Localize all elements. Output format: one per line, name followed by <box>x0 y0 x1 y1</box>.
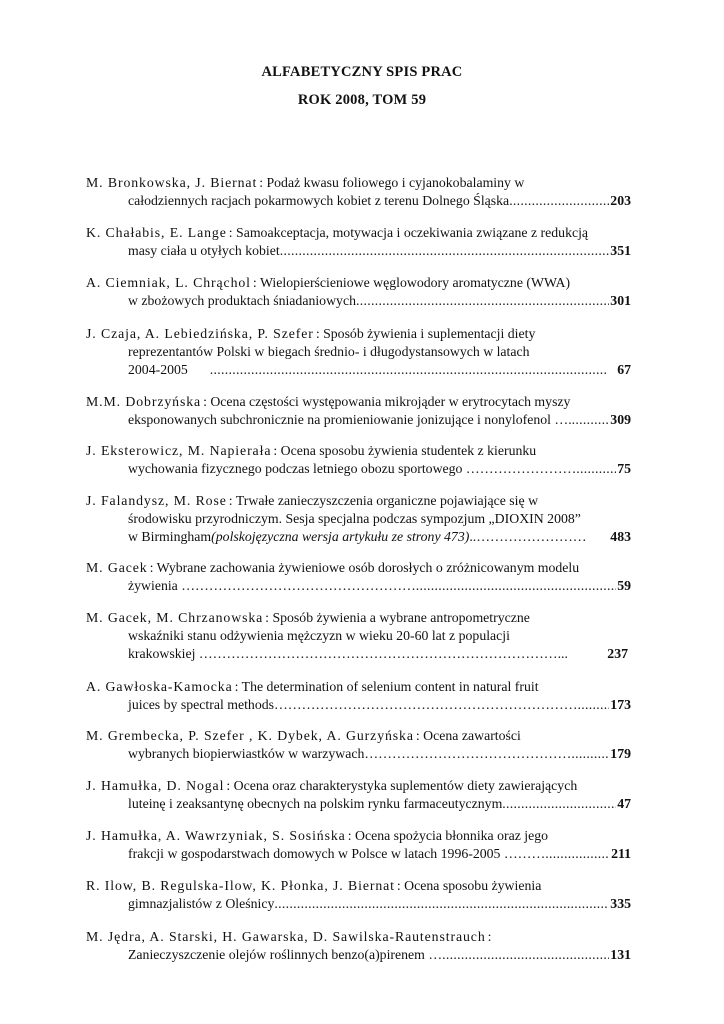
entry-authors: M. Gacek <box>86 560 148 575</box>
dot-leader <box>210 361 608 379</box>
entry-title-cont: Zanieczyszczenie olejów roślinnych benzo(a)pirenem … <box>128 946 443 962</box>
entry-page: 173 <box>610 696 631 712</box>
toc-entry <box>86 727 631 763</box>
entry-italic-note: (polskojęzyczna wersja artykułu ze strony 473) <box>211 528 470 544</box>
entry-title-cont: gimnazjalistów z Oleśnicy <box>128 895 275 911</box>
toc-entry <box>86 877 631 913</box>
entry-title: : Ocena częstości występowania mikrojąder w erytrocytach myszy <box>203 394 571 409</box>
entry-title-cont: w Birmingham <box>128 528 212 544</box>
dot-leader <box>502 795 616 813</box>
toc-entry <box>86 492 631 545</box>
entry-page: 179 <box>610 745 631 761</box>
entry-title: : Ocena spożycia błonnika oraz jego <box>347 828 549 843</box>
entry-title: : Sposób żywienia a wybrane antropometryczne <box>265 610 530 625</box>
entry-authors: J. Falandysz, M. Rose <box>86 493 227 508</box>
entry-title: : Ocena sposobu żywienia <box>396 878 542 893</box>
entry-title: : Trwałe zanieczyszczenia organiczne pojawiające się w <box>228 493 539 508</box>
dot-leader <box>509 192 609 210</box>
entry-title-cont: masy ciała u otyłych kobiet <box>128 242 280 258</box>
entry-title-cont: frakcji w gospodarstwach domowych w Polsce w latach 1996-2005 ……… <box>128 845 546 861</box>
toc-entry <box>86 393 631 429</box>
entry-title: : Ocena zawartości <box>415 728 521 743</box>
dot-leader <box>578 696 610 714</box>
dot-leader <box>356 292 609 310</box>
page-subtitle: ROK 2008, TOM 59 <box>297 92 427 108</box>
entry-page: 351 <box>610 242 631 258</box>
page-title: ALFABETYCZNY SPIS PRAC <box>261 64 463 80</box>
entry-page: 301 <box>610 292 631 308</box>
entry-authors: J. Eksterowicz, M. Napierała <box>86 443 272 458</box>
entry-title-cont: żywienia …………………………………………… <box>128 577 416 593</box>
toc-entry <box>86 559 631 595</box>
entry-title: : The determination of selenium content in natural fruit <box>234 679 539 694</box>
entry-authors: M. Bronkowska, J. Biernat <box>86 175 258 190</box>
entry-title: : <box>487 929 492 944</box>
entry-title-cont: reprezentantów Polski w biegach średnio- i długodystansowych w latach <box>128 343 530 359</box>
dot-leader <box>572 411 610 429</box>
entry-title: : Sposób żywienia i suplementacji diety <box>315 326 536 341</box>
entry-authors: A. Ciemniak, L. Chrąchol <box>86 275 251 290</box>
entry-page: 67 <box>617 361 631 377</box>
entry-page: 203 <box>610 192 631 208</box>
toc-entry <box>86 827 631 863</box>
entry-authors: M. Gacek, M. Chrzanowska <box>86 610 264 625</box>
entry-title-cont: 2004-2005 <box>128 361 188 377</box>
entry-page: 75 <box>617 460 631 476</box>
toc-entry <box>86 678 631 714</box>
entry-page: 335 <box>610 895 631 911</box>
entry-title-cont: wybranych biopierwiastków w warzywach……………………………………… <box>128 745 572 761</box>
entry-page: 211 <box>611 845 631 861</box>
entry-authors: J. Hamułka, A. Wawrzyniak, S. Sosińska <box>86 828 346 843</box>
dot-leader <box>274 895 609 913</box>
entry-page: 483 <box>610 528 631 544</box>
entry-title-cont: całodziennych racjach pokarmowych kobiet z terenu Dolnego Śląska <box>128 192 510 208</box>
dot-leader <box>280 242 610 260</box>
dot-leader <box>442 946 609 964</box>
toc-entry <box>86 609 631 662</box>
entry-page: 237 <box>607 645 628 661</box>
entry-title-cont: w zbożowych produktach śniadaniowych <box>128 292 356 308</box>
entry-authors: J. Hamułka, D. Nogal <box>86 778 225 793</box>
entry-title-cont: wskaźniki stanu odżywienia mężczyzn w wieku 20-60 lat z populacji <box>128 627 510 643</box>
entry-title-cont: krakowskiej ……………………………………………………………………... <box>128 645 568 661</box>
toc-entry <box>86 442 631 478</box>
entry-title: : Wielopierścieniowe węglowodory aromatyczne (WWA) <box>252 275 571 290</box>
entry-page: 59 <box>617 577 631 593</box>
entry-title: : Samoakceptacja, motywacja i oczekiwania związane z redukcją <box>228 225 589 240</box>
entry-title-cont: środowisku przyrodniczym. Sesja specjalna podczas sympozjum „DIOXIN 2008” <box>128 510 581 526</box>
entry-title-cont: wychowania fizycznego podczas letniego obozu sportowego …………………… <box>128 460 577 476</box>
entry-title: : Ocena sposobu żywienia studentek z kierunku <box>273 443 537 458</box>
entry-authors: K. Chałabis, E. Lange <box>86 225 227 240</box>
entry-authors: M. Grembecka, P. Szefer , K. Dybek, A. Gurzyńska <box>86 728 414 743</box>
entry-authors: J. Czaja, A. Lebiedzińska, P. Szefer <box>86 326 314 341</box>
entry-page: 131 <box>610 946 631 962</box>
entry-page: 309 <box>610 411 631 427</box>
entry-authors: R. Ilow, B. Regulska-Ilow, K. Płonka, J. Biernat <box>86 878 395 893</box>
toc-entry <box>86 928 631 964</box>
entry-authors: A. Gawłoska-Kamocka <box>86 679 233 694</box>
entry-page: 47 <box>617 795 631 811</box>
entry-title-cont: luteinę i zeaksantynę obecnych na polskim rynku farmaceutycznym <box>128 795 503 811</box>
toc-entry <box>86 174 631 210</box>
toc-entry <box>86 274 631 310</box>
entry-authors: M.M. Dobrzyńska <box>86 394 202 409</box>
dot-leader <box>571 745 609 763</box>
dot-leader <box>576 460 616 478</box>
toc-entry <box>86 777 631 813</box>
entry-title-cont: juices by spectral methods………………………………………………………… <box>128 696 578 712</box>
entry-title-cont: eksponowanych subchronicznie na promieniowanie jonizujące i nonylofenol …. <box>128 411 572 427</box>
dot-leader <box>416 577 616 595</box>
toc-entry <box>86 224 631 260</box>
entry-title: : Wybrane zachowania żywieniowe osób dorosłych o zróżnicowanym modelu <box>149 560 580 575</box>
entry-authors: M. Jędra, A. Starski, H. Gawarska, D. Sawilska-Rautenstrauch <box>86 929 486 944</box>
toc-entry <box>86 325 631 378</box>
dot-leader <box>545 845 610 863</box>
entry-title: : Ocena oraz charakterystyka suplementów diety zawierających <box>226 778 578 793</box>
entry-tail: ..…………………… <box>469 528 587 544</box>
entry-title: : Podaż kwasu foliowego i cyjanokobalaminy w <box>259 175 525 190</box>
